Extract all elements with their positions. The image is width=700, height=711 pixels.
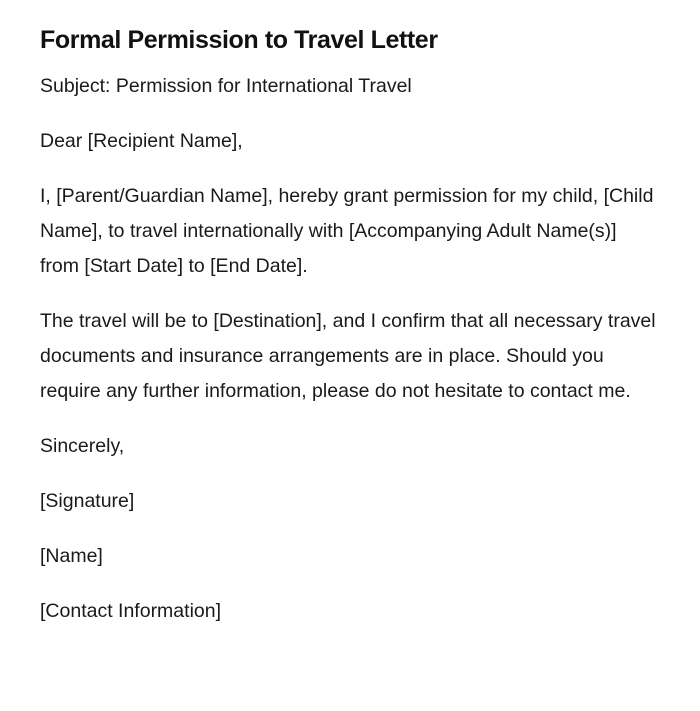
signature-placeholder: [Signature] [40, 490, 135, 512]
subject-line: Subject: Permission for International Travel [40, 75, 412, 97]
document-title: Formal Permission to Travel Letter [40, 26, 438, 54]
letter-document [40, 22, 660, 649]
body-paragraph-destination: The travel will be to [Destination], and I confirm that all necessary travel documents and insurance arrangements are in place. Should you require any further information, please do not hesitate to contact me. [40, 310, 656, 402]
name-placeholder: [Name] [40, 545, 103, 567]
closing: Sincerely, [40, 435, 125, 457]
contact-information-placeholder: [Contact Information] [40, 600, 222, 622]
salutation: Dear [Recipient Name], [40, 130, 243, 152]
body-paragraph-permission: I, [Parent/Guardian Name], hereby grant permission for my child, [Child Name], to travel internationally with [Accompanying Adult Name(s)] from [Start Date] to [End Date]. [40, 185, 654, 277]
